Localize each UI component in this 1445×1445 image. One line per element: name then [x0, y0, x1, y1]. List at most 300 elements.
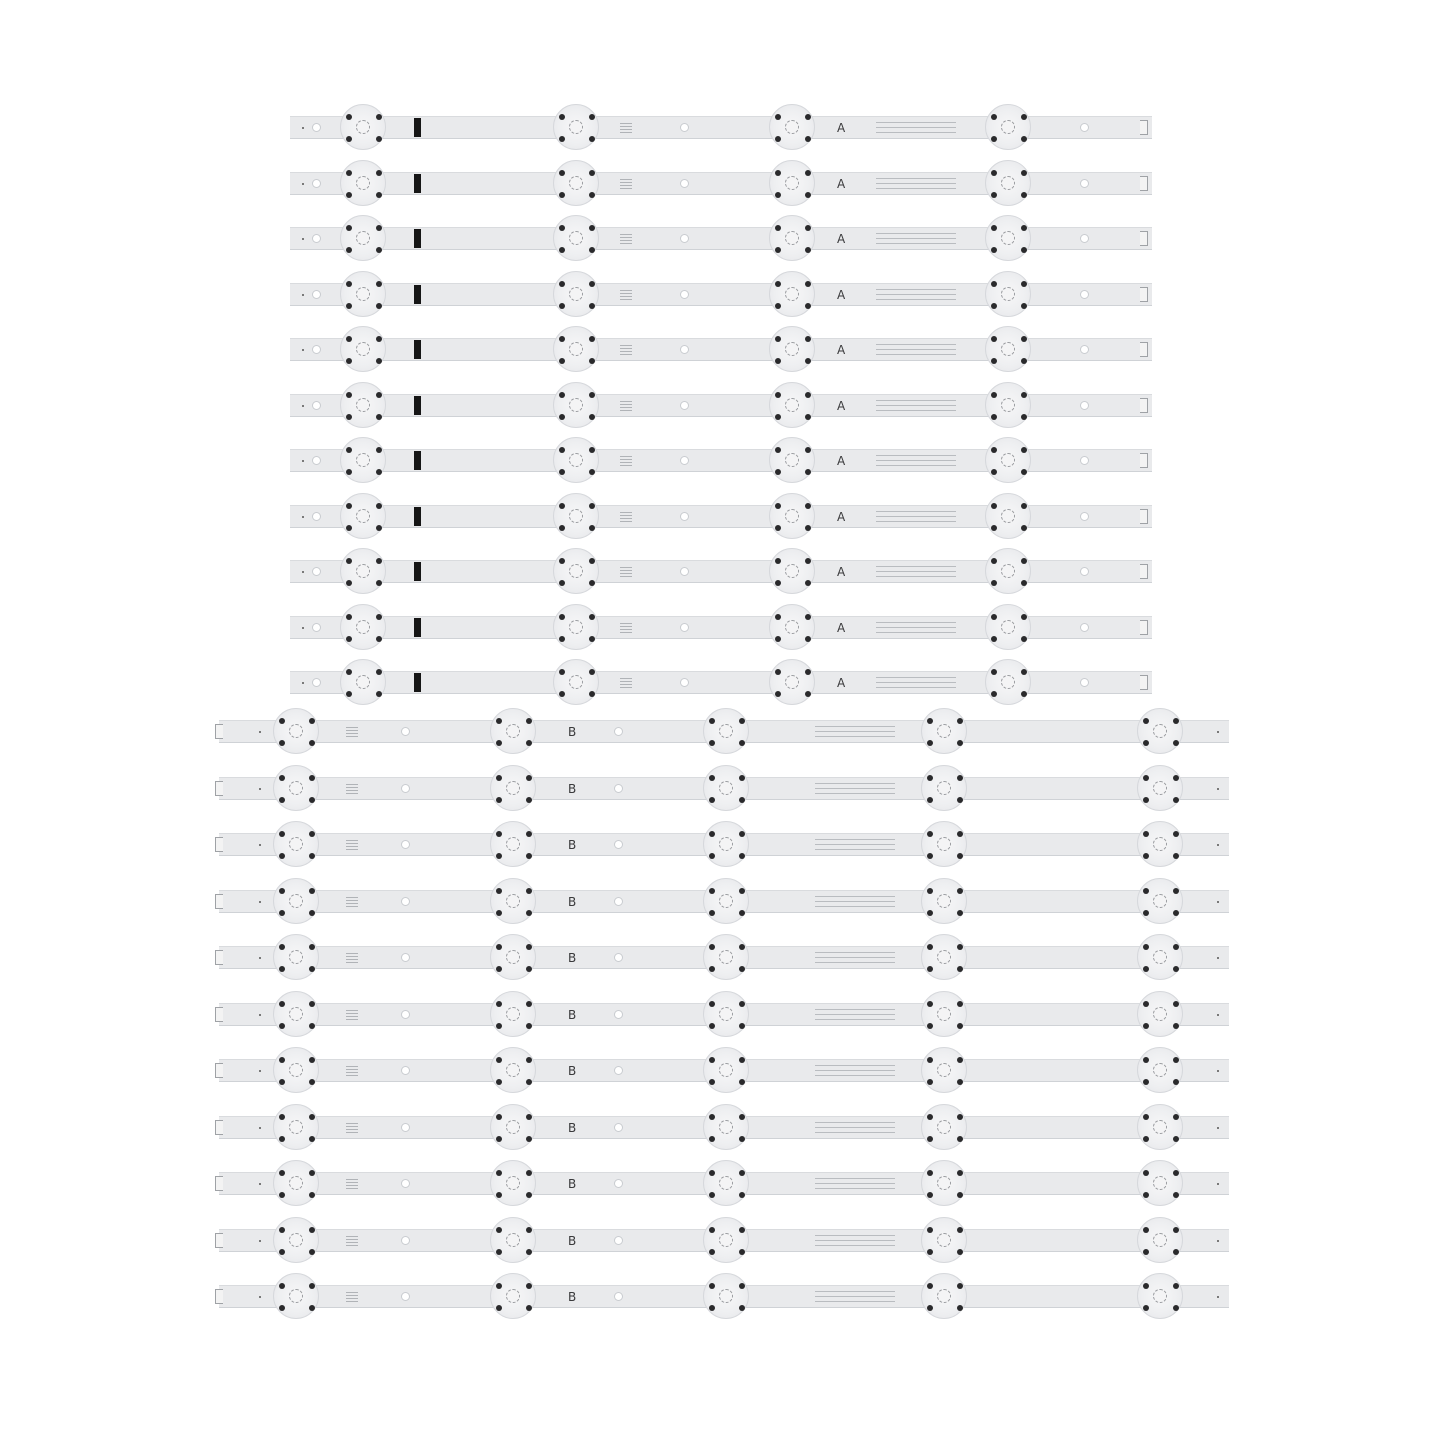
mount-dot	[805, 392, 811, 398]
mount-dot	[559, 636, 565, 642]
mount-dot	[346, 691, 352, 697]
mount-dot	[709, 797, 715, 803]
connector-block	[414, 229, 421, 248]
mount-dot	[709, 718, 715, 724]
led-chip	[719, 950, 733, 964]
mount-dot	[589, 447, 595, 453]
mount-dot	[1021, 303, 1027, 309]
mount-dot	[279, 1079, 285, 1085]
mount-dot	[739, 966, 745, 972]
pin-header	[215, 1289, 223, 1304]
led-chip	[356, 398, 370, 412]
mount-dot	[1143, 775, 1149, 781]
mount-dot	[1143, 1001, 1149, 1007]
mount-dot	[1021, 358, 1027, 364]
pcb-label-text	[876, 231, 956, 245]
mount-dot	[376, 336, 382, 342]
pcb-label-text	[876, 564, 956, 578]
pin-dot	[302, 571, 304, 573]
led-chip	[356, 176, 370, 190]
led-chip	[719, 724, 733, 738]
mount-hole	[401, 1123, 410, 1132]
mount-dot	[376, 580, 382, 586]
mount-dot	[927, 1283, 933, 1289]
print-marks	[346, 1064, 358, 1078]
strip-letter-b: B	[568, 838, 577, 852]
mount-dot	[1173, 831, 1179, 837]
print-marks	[620, 177, 632, 191]
led-chip	[569, 564, 583, 578]
mount-dot	[589, 247, 595, 253]
mount-dot	[346, 525, 352, 531]
mount-dot	[1143, 853, 1149, 859]
mount-dot	[957, 888, 963, 894]
mount-dot	[496, 1170, 502, 1176]
mount-dot	[927, 1192, 933, 1198]
pin-header	[1140, 564, 1148, 579]
strip-letter-b: B	[568, 1121, 577, 1135]
pin-header	[1140, 231, 1148, 246]
pin-header	[1140, 287, 1148, 302]
mount-dot	[1143, 1023, 1149, 1029]
mount-dot	[1143, 1057, 1149, 1063]
led-lens	[490, 708, 536, 754]
mount-dot	[775, 281, 781, 287]
mount-dot	[309, 1305, 315, 1311]
led-lens	[1137, 765, 1183, 811]
mount-dot	[991, 358, 997, 364]
led-lens	[703, 765, 749, 811]
mount-dot	[1021, 247, 1027, 253]
mount-dot	[1143, 888, 1149, 894]
led-lens	[703, 821, 749, 867]
led-lens	[921, 934, 967, 980]
mount-dot	[279, 910, 285, 916]
led-chip	[356, 509, 370, 523]
mount-dot	[376, 247, 382, 253]
mount-dot	[496, 775, 502, 781]
mount-dot	[805, 525, 811, 531]
mount-dot	[1021, 503, 1027, 509]
led-lens	[1137, 708, 1183, 754]
led-lens	[273, 1160, 319, 1206]
led-chip	[937, 950, 951, 964]
mount-dot	[709, 1023, 715, 1029]
connector-block	[414, 451, 421, 470]
pin-dot	[259, 788, 261, 790]
mount-dot	[526, 740, 532, 746]
connector-block	[414, 285, 421, 304]
mount-hole	[401, 897, 410, 906]
led-lens	[703, 1160, 749, 1206]
mount-dot	[739, 1114, 745, 1120]
led-chip	[719, 1007, 733, 1021]
mount-dot	[991, 525, 997, 531]
pin-dot	[259, 957, 261, 959]
mount-dot	[496, 1079, 502, 1085]
mount-dot	[309, 944, 315, 950]
mount-dot	[279, 1227, 285, 1233]
mount-dot	[957, 1001, 963, 1007]
led-chip	[937, 1289, 951, 1303]
led-chip	[719, 894, 733, 908]
mount-dot	[1143, 1305, 1149, 1311]
mount-dot	[709, 853, 715, 859]
print-marks	[620, 343, 632, 357]
led-chip	[289, 894, 303, 908]
mount-dot	[1143, 1079, 1149, 1085]
led-lens	[1137, 1273, 1183, 1319]
led-lens	[985, 271, 1031, 317]
mount-dot	[927, 1057, 933, 1063]
mount-dot	[496, 853, 502, 859]
pin-dot	[1217, 1127, 1219, 1129]
print-marks	[346, 1234, 358, 1248]
led-chip	[506, 1007, 520, 1021]
mount-hole	[680, 456, 689, 465]
led-chip	[506, 894, 520, 908]
led-lens	[340, 548, 386, 594]
strip-letter-a: A	[837, 343, 846, 357]
led-chip	[937, 894, 951, 908]
mount-dot	[927, 775, 933, 781]
mount-dot	[991, 303, 997, 309]
led-chip	[1153, 1233, 1167, 1247]
pin-dot	[1217, 1070, 1219, 1072]
mount-dot	[279, 797, 285, 803]
led-chip	[1001, 120, 1015, 134]
mount-dot	[1173, 1192, 1179, 1198]
led-lens	[490, 1217, 536, 1263]
mount-dot	[739, 718, 745, 724]
mount-dot	[1173, 718, 1179, 724]
pin-dot	[259, 1070, 261, 1072]
led-lens	[703, 708, 749, 754]
mount-dot	[279, 1283, 285, 1289]
mount-dot	[376, 225, 382, 231]
mount-dot	[376, 691, 382, 697]
mount-dot	[496, 966, 502, 972]
print-marks	[620, 454, 632, 468]
mount-dot	[309, 1249, 315, 1255]
mount-dot	[346, 558, 352, 564]
mount-dot	[309, 1001, 315, 1007]
led-lens	[921, 878, 967, 924]
pcb-label-text	[815, 894, 895, 908]
led-chip	[1001, 453, 1015, 467]
mount-dot	[1173, 888, 1179, 894]
led-chip	[1001, 564, 1015, 578]
mount-hole	[680, 401, 689, 410]
led-chip	[569, 120, 583, 134]
mount-dot	[775, 358, 781, 364]
pcb-label-text	[876, 509, 956, 523]
mount-dot	[775, 525, 781, 531]
mount-dot	[526, 1079, 532, 1085]
mount-hole	[312, 567, 321, 576]
pin-dot	[302, 349, 304, 351]
mount-dot	[526, 1114, 532, 1120]
mount-dot	[709, 910, 715, 916]
pin-dot	[259, 1014, 261, 1016]
mount-dot	[559, 691, 565, 697]
mount-dot	[709, 1192, 715, 1198]
mount-dot	[589, 114, 595, 120]
led-lens	[553, 271, 599, 317]
mount-dot	[957, 1249, 963, 1255]
led-chip	[719, 1063, 733, 1077]
mount-dot	[775, 580, 781, 586]
mount-hole	[1080, 290, 1089, 299]
led-lens	[769, 437, 815, 483]
mount-dot	[376, 136, 382, 142]
mount-dot	[1021, 392, 1027, 398]
led-lens	[340, 382, 386, 428]
led-lens	[340, 271, 386, 317]
mount-dot	[526, 1001, 532, 1007]
mount-hole	[312, 290, 321, 299]
mount-dot	[346, 503, 352, 509]
led-chip	[1153, 1007, 1167, 1021]
mount-dot	[309, 1079, 315, 1085]
led-chip	[1001, 398, 1015, 412]
mount-dot	[775, 558, 781, 564]
mount-dot	[376, 392, 382, 398]
led-lens	[985, 326, 1031, 372]
led-chip	[506, 837, 520, 851]
led-chip	[356, 231, 370, 245]
mount-dot	[805, 414, 811, 420]
mount-hole	[1080, 401, 1089, 410]
mount-hole	[614, 784, 623, 793]
led-chip	[289, 1233, 303, 1247]
mount-dot	[1143, 1249, 1149, 1255]
mount-dot	[739, 1249, 745, 1255]
pcb-label-text	[815, 1007, 895, 1021]
mount-dot	[775, 503, 781, 509]
mount-dot	[805, 358, 811, 364]
mount-dot	[559, 358, 565, 364]
led-chip	[356, 453, 370, 467]
mount-dot	[1173, 910, 1179, 916]
mount-dot	[279, 1023, 285, 1029]
mount-dot	[805, 136, 811, 142]
mount-dot	[1021, 447, 1027, 453]
led-chip	[289, 781, 303, 795]
mount-dot	[775, 247, 781, 253]
mount-dot	[526, 1192, 532, 1198]
connector-block	[414, 673, 421, 692]
print-marks	[346, 895, 358, 909]
mount-dot	[559, 114, 565, 120]
mount-dot	[526, 1057, 532, 1063]
pin-dot	[1217, 1014, 1219, 1016]
mount-dot	[526, 775, 532, 781]
mount-hole	[401, 1179, 410, 1188]
mount-dot	[589, 136, 595, 142]
led-lens	[985, 104, 1031, 150]
led-lens	[1137, 821, 1183, 867]
mount-hole	[401, 727, 410, 736]
mount-dot	[991, 247, 997, 253]
mount-dot	[957, 831, 963, 837]
strip-letter-b: B	[568, 895, 577, 909]
strip-letter-a: A	[837, 621, 846, 635]
mount-dot	[346, 170, 352, 176]
mount-dot	[991, 558, 997, 564]
mount-dot	[346, 669, 352, 675]
led-chip	[506, 1120, 520, 1134]
mount-dot	[739, 910, 745, 916]
mount-dot	[279, 1057, 285, 1063]
mount-dot	[309, 797, 315, 803]
led-lens	[340, 493, 386, 539]
mount-dot	[559, 414, 565, 420]
led-lens	[553, 548, 599, 594]
pcb-label-text	[815, 781, 895, 795]
mount-dot	[1173, 775, 1179, 781]
mount-dot	[739, 797, 745, 803]
mount-dot	[589, 580, 595, 586]
pin-dot	[302, 627, 304, 629]
pcb-label-text	[876, 176, 956, 190]
strip-letter-a: A	[837, 510, 846, 524]
pin-header	[1140, 398, 1148, 413]
mount-dot	[376, 170, 382, 176]
pin-dot	[302, 405, 304, 407]
mount-dot	[279, 775, 285, 781]
mount-dot	[775, 336, 781, 342]
led-chip	[719, 1176, 733, 1190]
mount-dot	[559, 469, 565, 475]
led-chip	[356, 564, 370, 578]
mount-dot	[346, 192, 352, 198]
led-chip	[719, 837, 733, 851]
led-lens	[769, 604, 815, 650]
connector-block	[414, 118, 421, 137]
mount-dot	[1021, 136, 1027, 142]
pin-header	[1140, 509, 1148, 524]
pin-dot	[302, 183, 304, 185]
print-marks	[620, 565, 632, 579]
mount-hole	[1080, 512, 1089, 521]
pin-dot	[1217, 788, 1219, 790]
pin-header	[1140, 675, 1148, 690]
print-marks	[620, 288, 632, 302]
mount-dot	[376, 414, 382, 420]
mount-dot	[957, 1170, 963, 1176]
led-lens	[490, 765, 536, 811]
pin-header	[215, 781, 223, 796]
pin-dot	[1217, 1183, 1219, 1185]
mount-dot	[309, 775, 315, 781]
pin-dot	[259, 1183, 261, 1185]
mount-dot	[589, 392, 595, 398]
mount-dot	[775, 392, 781, 398]
led-chip	[785, 176, 799, 190]
mount-dot	[376, 281, 382, 287]
mount-dot	[775, 447, 781, 453]
pin-dot	[259, 731, 261, 733]
mount-dot	[957, 797, 963, 803]
mount-dot	[496, 1023, 502, 1029]
mount-dot	[309, 1057, 315, 1063]
mount-dot	[376, 525, 382, 531]
mount-dot	[1021, 170, 1027, 176]
led-lens	[985, 604, 1031, 650]
mount-dot	[805, 580, 811, 586]
mount-hole	[401, 840, 410, 849]
print-marks	[620, 399, 632, 413]
mount-dot	[346, 114, 352, 120]
mount-dot	[376, 503, 382, 509]
mount-dot	[346, 225, 352, 231]
mount-hole	[1080, 623, 1089, 632]
led-lens	[769, 493, 815, 539]
pcb-label-text	[815, 1289, 895, 1303]
led-lens	[273, 821, 319, 867]
mount-dot	[309, 888, 315, 894]
mount-dot	[927, 888, 933, 894]
led-lens	[769, 382, 815, 428]
mount-dot	[589, 170, 595, 176]
pcb-label-text	[815, 1063, 895, 1077]
led-lens	[703, 991, 749, 1037]
mount-dot	[709, 1114, 715, 1120]
mount-dot	[279, 853, 285, 859]
mount-dot	[775, 469, 781, 475]
led-lens	[273, 1104, 319, 1150]
mount-dot	[279, 831, 285, 837]
mount-dot	[559, 447, 565, 453]
mount-dot	[957, 910, 963, 916]
mount-hole	[401, 1236, 410, 1245]
mount-dot	[1021, 636, 1027, 642]
led-chip	[1001, 287, 1015, 301]
mount-dot	[709, 1227, 715, 1233]
led-lens	[1137, 1047, 1183, 1093]
led-chip	[506, 1063, 520, 1077]
pcb-label-text	[876, 398, 956, 412]
connector-block	[414, 396, 421, 415]
pin-header	[1140, 342, 1148, 357]
mount-dot	[957, 740, 963, 746]
mount-dot	[1173, 1001, 1179, 1007]
mount-hole	[312, 456, 321, 465]
mount-dot	[376, 636, 382, 642]
led-lens	[553, 382, 599, 428]
led-lens	[703, 878, 749, 924]
mount-dot	[346, 392, 352, 398]
pin-dot	[259, 1240, 261, 1242]
mount-dot	[1173, 1057, 1179, 1063]
led-chip	[569, 453, 583, 467]
mount-hole	[312, 179, 321, 188]
pin-header	[215, 1063, 223, 1078]
mount-hole	[680, 123, 689, 132]
led-chip	[289, 950, 303, 964]
strip-letter-b: B	[568, 782, 577, 796]
mount-dot	[309, 853, 315, 859]
mount-dot	[526, 718, 532, 724]
led-lens	[553, 160, 599, 206]
led-lens	[769, 271, 815, 317]
led-chip	[1001, 509, 1015, 523]
mount-hole	[1080, 456, 1089, 465]
print-marks	[346, 1008, 358, 1022]
mount-dot	[309, 1170, 315, 1176]
mount-dot	[559, 558, 565, 564]
